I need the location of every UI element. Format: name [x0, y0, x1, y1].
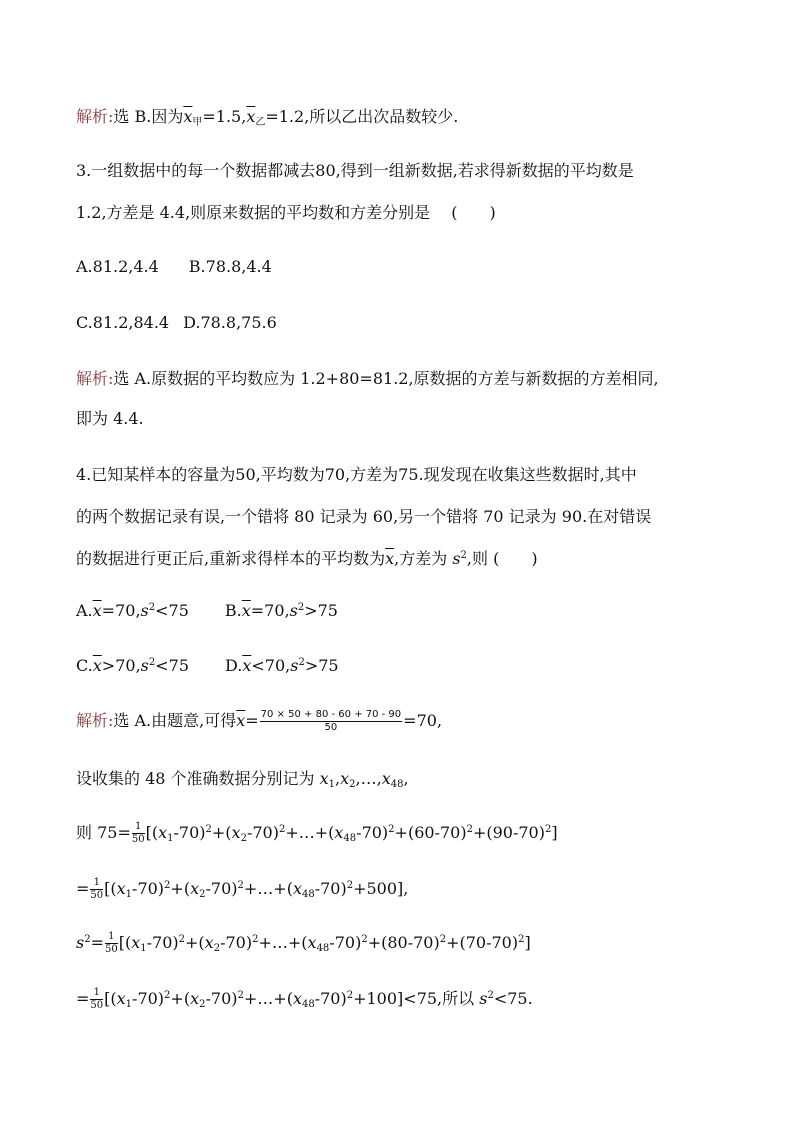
text: +	[211, 823, 226, 842]
text: [(	[145, 823, 159, 842]
text: (	[301, 933, 308, 952]
numerator: 1	[105, 931, 118, 944]
math-x: $\overline{x}$	[236, 711, 246, 730]
fraction	[105, 931, 118, 956]
denominator: 50	[131, 834, 145, 845]
numerator: 1	[90, 987, 103, 1000]
text: (	[286, 879, 293, 898]
text: ,方差为	[394, 549, 453, 568]
q3-options-cd	[76, 312, 277, 334]
text: +100]<75,所以	[353, 989, 480, 1008]
option-b	[225, 601, 338, 620]
math-x: x	[319, 769, 329, 788]
option-d: D.78.8,75.6	[183, 313, 277, 332]
math-x: x	[307, 933, 317, 952]
denominator: 50	[324, 722, 338, 733]
sub: 1	[167, 833, 174, 844]
text: (	[198, 933, 205, 952]
sup: 2	[487, 990, 494, 1001]
sub: 甲	[192, 117, 203, 128]
sup: 2	[164, 990, 171, 1001]
text: =70,	[101, 601, 141, 620]
text: [(	[118, 933, 132, 952]
math-s: s	[140, 656, 149, 675]
q4-options-cd	[76, 655, 339, 677]
text: 选 A.原数据的平均数应为 1.2+80=81.2,原数据的方差与新数据的方差相同,	[113, 369, 659, 388]
text: (	[183, 879, 191, 898]
math-x: x	[381, 769, 391, 788]
math-s: s	[452, 549, 461, 568]
text: -70)	[205, 989, 238, 1008]
text: -70)	[246, 823, 279, 842]
math-x: x	[190, 879, 200, 898]
text: <75	[155, 601, 189, 620]
q3-answer-1	[76, 368, 659, 390]
text: +(70-70)	[446, 933, 519, 952]
text: (	[183, 989, 191, 1008]
analysis-label: 解析:	[76, 711, 114, 730]
text: [(	[104, 879, 117, 898]
q4-answer-2: 设收集的 48 个准确数据分别记为 $x_1,x_2,\dots,x_{48}$,	[76, 769, 409, 790]
sup: 2	[346, 990, 354, 1001]
sub: 48	[301, 999, 315, 1010]
sub: 1	[125, 999, 133, 1010]
text: 选 B.因为	[113, 107, 184, 126]
math-x: $\overline{x}$	[92, 656, 102, 675]
math-x: x	[190, 989, 200, 1008]
text: +	[170, 879, 184, 898]
sub: 1	[328, 779, 336, 790]
sub: 乙	[255, 117, 266, 128]
text: -70)	[329, 933, 362, 952]
math-s: s	[76, 933, 85, 952]
sub: 1	[125, 889, 133, 900]
text: +(60-70)	[394, 823, 467, 842]
text: -70)	[356, 823, 389, 842]
sub: 48	[301, 889, 315, 900]
q4-equation-2	[76, 874, 408, 904]
text: ]	[524, 933, 531, 952]
sup: 2	[148, 657, 156, 668]
sub: 2	[213, 943, 221, 954]
text: -70)	[146, 933, 179, 952]
sub: 2	[349, 779, 356, 790]
option-b: B.78.8,4.4	[188, 257, 272, 276]
math-x: x	[158, 823, 168, 842]
math-x: $\overline{x}$	[242, 656, 252, 675]
text: (	[328, 823, 335, 842]
q4-line-3	[76, 548, 538, 570]
sup: 2	[460, 550, 467, 561]
math-x: x	[334, 823, 344, 842]
fraction	[260, 709, 403, 734]
math-x: x	[231, 823, 241, 842]
sup: 2	[237, 880, 244, 891]
q4-line-2: 的两个数据记录有误,一个错将 80 记录为 60,另一个错将 70 记录为 90.在对错误	[76, 507, 652, 526]
sup: 2	[439, 934, 447, 945]
analysis-label: 解析:	[76, 107, 114, 126]
text: =	[90, 933, 104, 952]
q4-equation-3	[76, 928, 531, 958]
analysis-line-1	[76, 106, 458, 128]
analysis-label: 解析:	[76, 369, 114, 388]
fraction	[90, 877, 103, 902]
sup: 2	[205, 824, 212, 835]
sub: 2	[199, 999, 206, 1010]
sup: 2	[361, 934, 368, 945]
q4-options-ab	[76, 600, 338, 622]
sup: 2	[297, 602, 305, 613]
math-x: $\overline{x}$	[246, 107, 256, 126]
q3-line-2: 1.2,方差是 4.4,则原来数据的平均数和方差分别是 ( )	[76, 203, 496, 222]
numerator: 70 × 50 + 80 - 60 + 70 - 90	[260, 709, 402, 720]
text: 的数据进行更正后,重新求得样本的平均数为	[76, 549, 386, 568]
math-s: s	[289, 601, 298, 620]
text: ,则 ( )	[466, 549, 538, 568]
text: +	[185, 933, 199, 952]
sup: 2	[237, 990, 244, 1001]
text: >75	[304, 656, 339, 675]
text: +…+	[258, 933, 302, 952]
sub: 48	[316, 943, 330, 954]
sup: 2	[388, 824, 395, 835]
text: =	[76, 989, 90, 1008]
q4-equation-1	[76, 818, 558, 848]
text: +500],	[353, 879, 409, 898]
text: >70,	[101, 656, 141, 675]
text: 则 75=	[76, 823, 131, 842]
text: -70)	[314, 989, 347, 1008]
text: =70,	[250, 601, 290, 620]
q3-answer-2: 即为 4.4.	[76, 409, 144, 428]
sub: 1	[140, 943, 147, 954]
math-x: $\overline{x}$	[241, 601, 251, 620]
text: -70)	[132, 879, 165, 898]
sup: 2	[544, 824, 552, 835]
math-x: $\overline{x}$	[92, 601, 102, 620]
denominator: 50	[90, 1000, 104, 1011]
text: +…+	[243, 989, 287, 1008]
sup: 2	[518, 934, 525, 945]
text: -70)	[132, 989, 165, 1008]
sub: 2	[240, 833, 247, 844]
text: =70,	[403, 711, 443, 730]
sup: 2	[278, 824, 286, 835]
math-x: x	[292, 879, 302, 898]
fraction	[132, 821, 145, 846]
sup: 2	[148, 602, 156, 613]
label: C.	[76, 656, 93, 675]
text: <75.	[493, 989, 533, 1008]
text: =	[245, 711, 259, 730]
sub: 2	[199, 889, 206, 900]
text: 设收集的 48 个准确数据分别记为	[76, 769, 320, 788]
text: +…+	[285, 823, 329, 842]
text: =1.5,	[202, 107, 247, 126]
numerator: 1	[90, 877, 103, 890]
math-s: s	[290, 656, 299, 675]
math-s: s	[140, 601, 149, 620]
sup: 2	[252, 934, 259, 945]
text: +	[170, 989, 184, 1008]
text: >75	[304, 601, 338, 620]
text: <75	[155, 656, 190, 675]
math-x: x	[340, 769, 350, 788]
label: D.	[225, 656, 243, 675]
text: -70)	[173, 823, 206, 842]
text: +(80-70)	[367, 933, 440, 952]
denominator: 50	[90, 890, 104, 901]
math-x: x	[292, 989, 302, 1008]
text: ]	[551, 823, 558, 842]
text: -70)	[205, 879, 238, 898]
label: B.	[224, 601, 242, 620]
q3-line-1: 3.一组数据中的每一个数据都减去80,得到一组新数据,若求得新数据的平均数是	[76, 161, 634, 180]
option-d	[225, 656, 339, 675]
math-x: $\overline{x}$	[183, 107, 193, 126]
numerator: 1	[132, 821, 145, 834]
text: -70)	[220, 933, 253, 952]
text: <70,	[251, 656, 291, 675]
math-x: x	[116, 879, 126, 898]
sup: 2	[298, 657, 305, 668]
label: A.	[76, 601, 93, 620]
text: 选 A.由题意,可得	[113, 711, 237, 730]
q3-options-ab	[76, 256, 272, 278]
sub: 48	[343, 833, 357, 844]
fraction	[90, 987, 103, 1012]
sup: 2	[164, 880, 171, 891]
text: +…+	[243, 879, 287, 898]
math-x: x	[204, 933, 214, 952]
option-a	[76, 601, 189, 620]
math-x: x	[116, 989, 126, 1008]
sup: 2	[466, 824, 473, 835]
q4-answer-1	[76, 706, 442, 736]
text: [(	[104, 989, 117, 1008]
text: +(90-70)	[472, 823, 545, 842]
text: (	[225, 823, 232, 842]
option-c: C.81.2,84.4	[76, 313, 170, 332]
sup: 2	[84, 934, 91, 945]
q4-equation-4	[76, 984, 533, 1014]
option-a: A.81.2,4.4	[76, 257, 159, 276]
text: =	[76, 879, 90, 898]
sup: 2	[346, 880, 354, 891]
q4-line-1: 4.已知某样本的容量为50,平均数为70,方差为75.现发现在收集这些数据时,其中	[76, 465, 637, 484]
option-c	[76, 656, 189, 675]
math-s: s	[479, 989, 488, 1008]
text: …,	[360, 769, 382, 788]
denominator: 50	[105, 944, 118, 955]
text: (	[286, 989, 293, 1008]
sup: 2	[178, 934, 186, 945]
text: -70)	[314, 879, 347, 898]
math-x: x	[131, 933, 141, 952]
sub: 48	[390, 779, 404, 790]
text: =1.2,所以乙出次品数较少.	[265, 107, 459, 126]
math-x: $\overline{x}$	[385, 549, 395, 568]
